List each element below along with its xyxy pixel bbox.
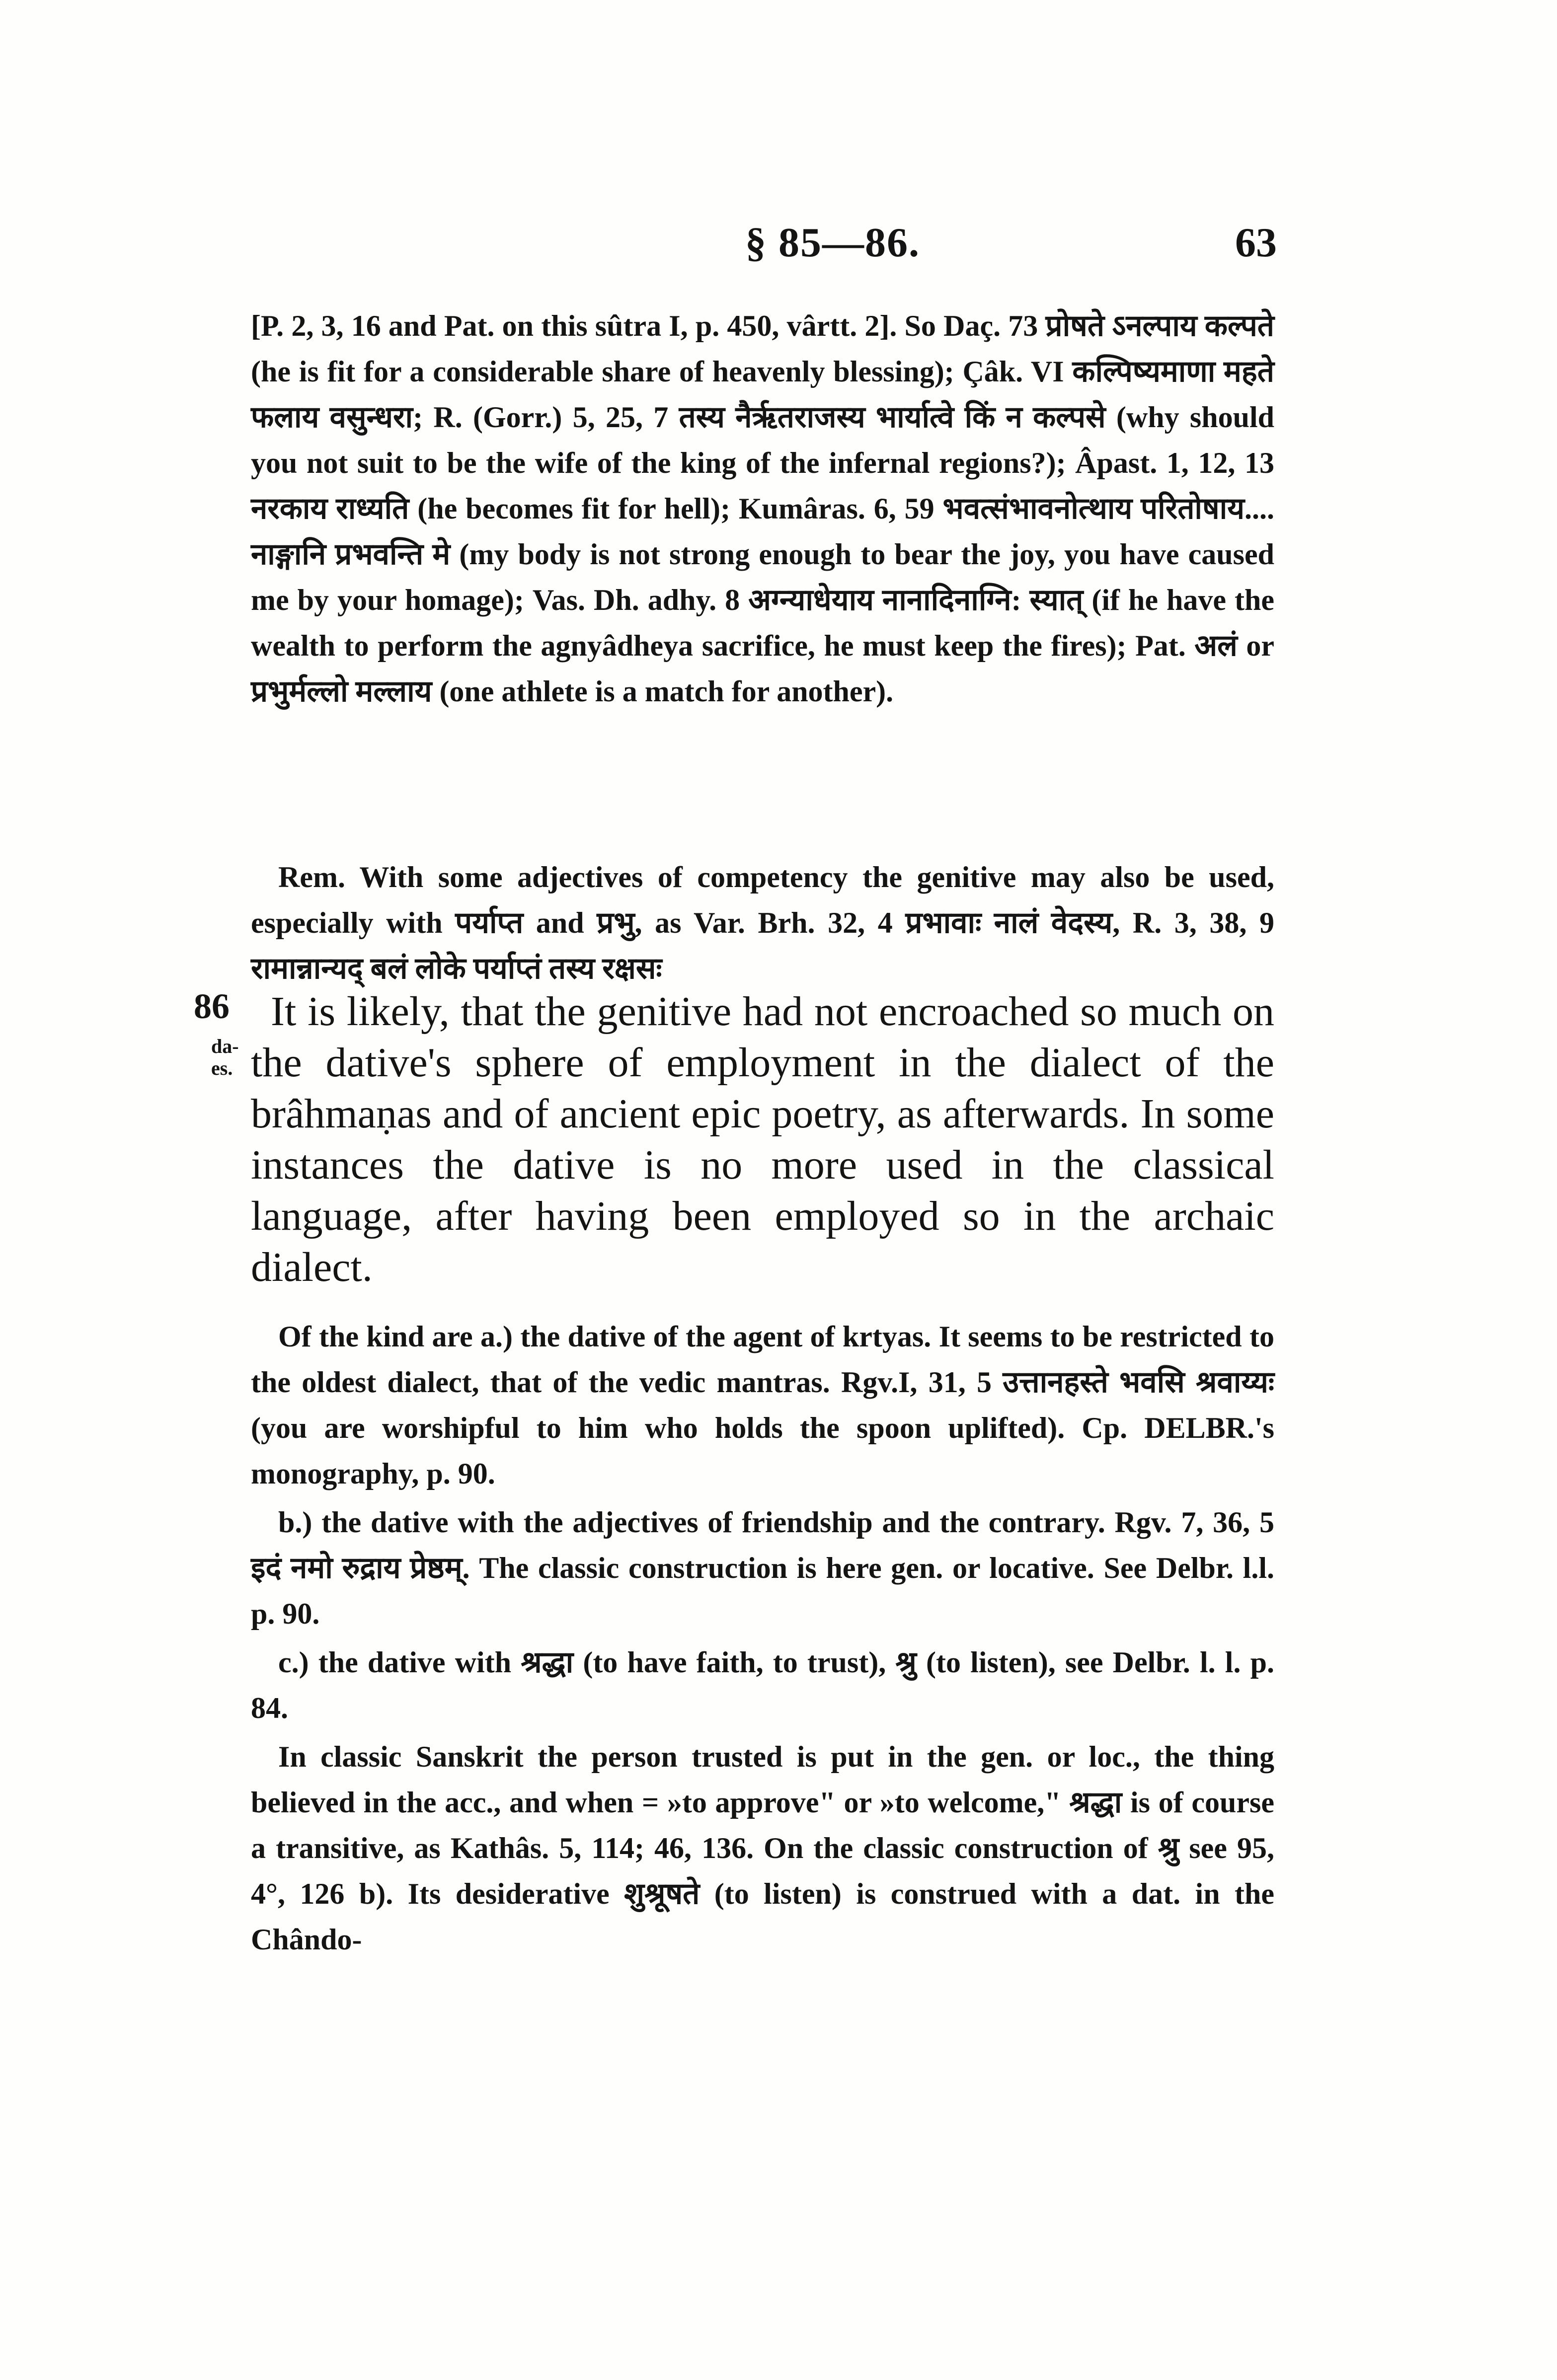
margin-note: da- es. bbox=[211, 1035, 239, 1079]
note-a: Of the kind are a.) the dative of the agent of krtyas. It seems to be restricted to the oldest dialect, that of the vedic mantras. Rgv.I, 31, 5 उत्तानहस्ते भवसि श्रवाय्यः (you are worshipful to him who holds the spoon uplifted). Cp. DELBR.'s monography, p. 90. bbox=[251, 1320, 1274, 1490]
page-number: 63 bbox=[1235, 220, 1277, 266]
citation-paragraph bbox=[251, 303, 1274, 717]
remark-paragraph: Rem. With some adjectives of competency the genitive may also be used, especially with पर्याप्त and प्रभु, as Var. Brh. 32, 4 प्रभावाः नालं वेदस्य, R. 3, 38, 9 रामान्नान्यद् बलं लोके पर्याप्तं तस्य रक्षसः bbox=[251, 861, 1274, 985]
note-b: b.) the dative with the adjectives of friendship and the contrary. Rgv. 7, 36, 5 इदं नमो रुद्राय प्रेष्ठम्. The classic construction is here gen. or locative. See Delbr. l.l. p. 90. bbox=[251, 1506, 1274, 1630]
main-paragraph: It is likely, that the genitive had not encroached so much on the dative's sphere of employment in the dialect of the brâhmaṇas and of ancient epic poetry, as afterwards. In some instances the dative is no more used in the classical language, after having been employed so in the archaic dialect. bbox=[251, 988, 1274, 1290]
section-range: § 85—86. bbox=[745, 220, 920, 266]
section-number-margin: 86 bbox=[194, 986, 230, 1026]
citation-text: [P. 2, 3, 16 and Pat. on this sûtra I, p. 450, vârtt. 2]. So Daç. 73 प्रोषते ऽनल्पाय कल्पते (he is fit for a considerable share of heavenly blessing); Çâk. VI कल्पिष्यमाणा महते फलाय वसुन्धरा; R. (Gorr.) 5, 25, 7 तस्य नैर्ऋतराजस्य भार्यात्वे किं न कल्पसे (why should you not suit to be the wife of the king of the infernal regions?); Âpast. 1, 12, 13 नरकाय राध्यति (he becomes fit for hell); Kumâras. 6, 59 भवत्संभावनोत्थाय परितोषाय.... नाङ्गानि प्रभवन्ति मे (my body is not strong enough to bear the joy, you have caused me by your homage); Vas. Dh. adhy. 8 अग्न्याधेयाय नानादिनाग्नि: स्यात् (if he have the wealth to perform the agnyâdheya sacrifice, he must keep the fires); Pat. अलं or प्रभुर्मल्लो मल्लाय (one athlete is a match for another). bbox=[251, 309, 1274, 708]
notes-block bbox=[251, 1314, 1274, 1965]
note-c: c.) the dative with श्रद्धा (to have faith, to trust), श्रु (to listen), see Delbr. l. l. p. 84. bbox=[251, 1646, 1274, 1724]
note-classic: In classic Sanskrit the person trusted is put in the gen. or loc., the thing believed in the acc., and when = »to approve" or »to welcome," श्रद्धा is of course a transitive, as Kathâs. 5, 114; 46, 136. On the classic construction of श्रु see 95, 4°, 126 b). Its desiderative शुश्रूषते (to listen) is construed with a dat. in the Chândo- bbox=[251, 1740, 1274, 1956]
running-header bbox=[248, 219, 1277, 268]
